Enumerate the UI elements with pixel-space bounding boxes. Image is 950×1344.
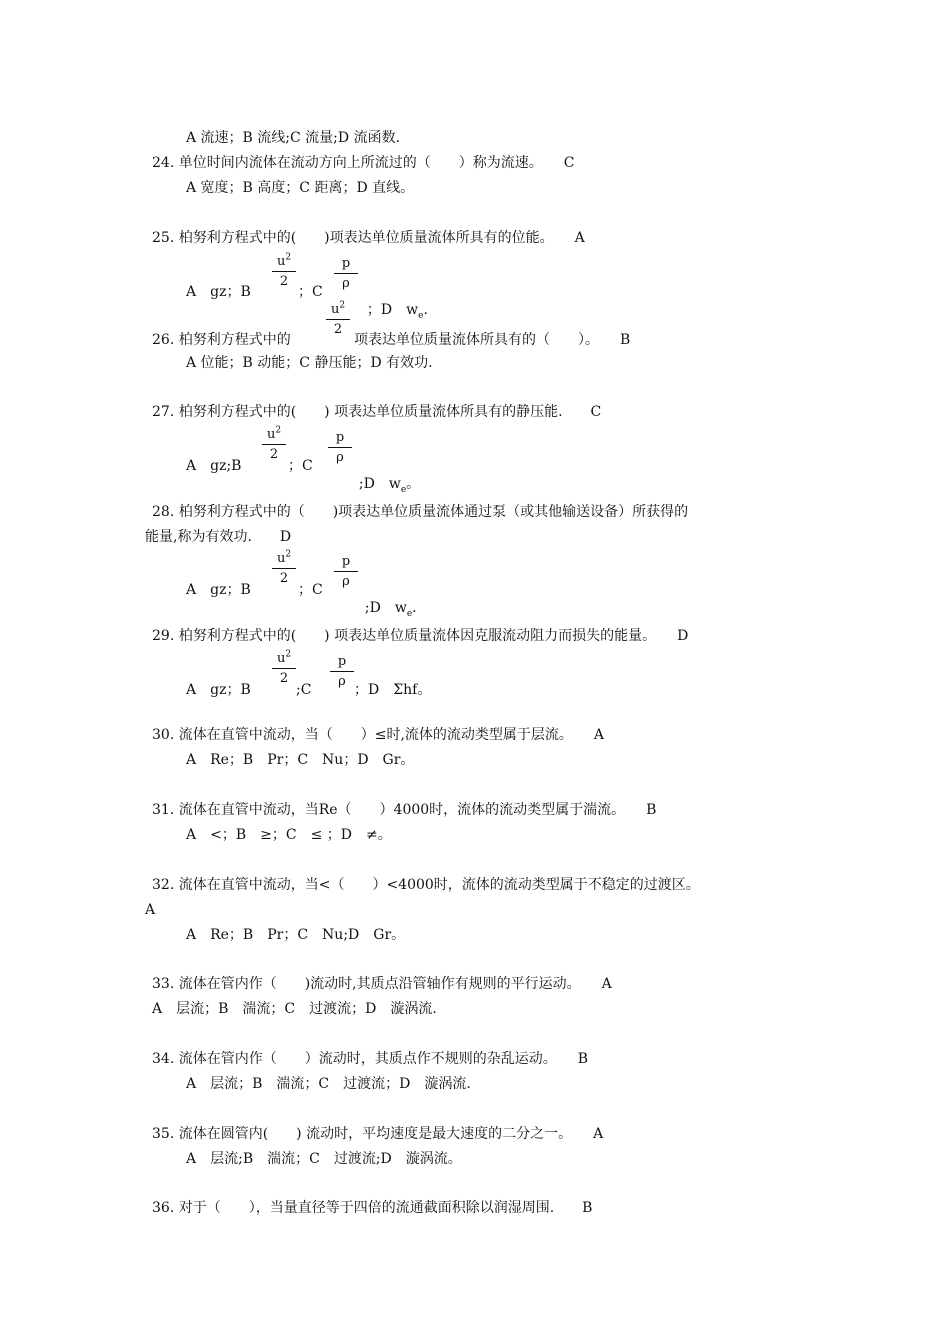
q26-text-end: 项表达单位质量流体所具有的（ ）。 B	[354, 332, 631, 348]
q28-opt-a: A gz；B	[186, 582, 251, 598]
q23-options: A 流速；B 流线;C 流量;D 流函数.	[186, 130, 401, 146]
q26-frac-u2: $u^2$ 2	[326, 303, 350, 337]
q31-text: 31. 流体在直管中流动，当Re（ ）4000时，流体的流动类型属于湍流。 B	[152, 802, 657, 818]
q27-text: 27. 柏努利方程式中的( ) 项表达单位质量流体所具有的静压能. C	[152, 404, 602, 420]
q28-opt-c: ；C	[298, 582, 323, 598]
q27-opt-d: ;D $w_e$。	[358, 476, 421, 495]
q32-answer: A	[145, 902, 156, 918]
q29-frac-u2: $u^2$ 2	[272, 652, 296, 686]
q33-text: 33. 流体在管内作（ )流动时,其质点沿管轴作有规则的平行运动。 A	[152, 976, 612, 992]
q25-frac-u2: $u^2$ 2	[272, 255, 296, 289]
q32-options: A Re；B Pr；C Nu;D Gr。	[186, 927, 406, 943]
q25-opt-c: ；C	[298, 284, 323, 300]
q28-frac-u2: $u^2$ 2	[272, 552, 296, 586]
q29-frac-p-rho: p ρ	[330, 655, 354, 689]
q33-options: A 层流；B 湍流；C 过渡流；D 漩涡流.	[152, 1001, 437, 1017]
q28-opt-d: ;D $w_e$.	[364, 600, 417, 619]
q29-text: 29. 柏努利方程式中的( ) 项表达单位质量流体因克服流动阻力而损失的能量。 D	[152, 628, 689, 644]
q24-text: 24. 单位时间内流体在流动方向上所流过的（ ）称为流速。 C	[152, 155, 575, 171]
q30-options: A Re；B Pr；C Nu；D Gr。	[186, 752, 415, 768]
q29-opt-c: ;C	[296, 682, 312, 698]
q29-opt-a: A gz；B	[186, 682, 251, 698]
q35-options: A 层流;B 湍流；C 过渡流;D 漩涡流。	[186, 1151, 462, 1167]
q27-opt-c: ；C	[288, 458, 313, 474]
q26-text-start: 26. 柏努利方程式中的	[152, 332, 291, 348]
q32-text: 32. 流体在直管中流动，当<（ ）<4000时，流体的流动类型属于不稳定的过渡区。	[152, 877, 700, 893]
q24-options: A 宽度；B 高度；C 距离；D 直线。	[186, 180, 415, 196]
q34-text: 34. 流体在管内作（ ）流动时，其质点作不规则的杂乱运动。 B	[152, 1051, 589, 1067]
q28-text: 28. 柏努利方程式中的（ )项表达单位质量流体通过泵（或其他输送设备）所获得的	[152, 504, 689, 520]
q25-text: 25. 柏努利方程式中的( )项表达单位质量流体所具有的位能。 A	[152, 230, 585, 246]
q25-opt-a: A gz；B	[186, 284, 251, 300]
q26-options: A 位能；B 动能；C 静压能；D 有效功.	[186, 355, 433, 371]
q25-opt-d: ；D $w_e$.	[366, 302, 428, 321]
q30-text: 30. 流体在直管中流动，当（ ）≤时,流体的流动类型属于层流。 A	[152, 727, 605, 743]
q27-opt-a: A gz;B	[186, 458, 242, 474]
q35-text: 35. 流体在圆管内( ) 流动时，平均速度是最大速度的二分之一。 A	[152, 1126, 604, 1142]
q25-frac-p-rho: p ρ	[334, 257, 358, 291]
q28-frac-p-rho: p ρ	[334, 555, 358, 589]
q29-opt-d: ；D Σhf。	[354, 682, 432, 698]
q36-text: 36. 对于（ ），当量直径等于四倍的流通截面积除以润湿周围. B	[152, 1200, 593, 1216]
q34-options: A 层流；B 湍流；C 过渡流；D 漩涡流.	[186, 1076, 471, 1092]
q28-text-cont: 能量,称为有效功. D	[145, 529, 292, 545]
q27-frac-p-rho: p ρ	[328, 431, 352, 465]
q27-frac-u2: $u^2$ 2	[262, 428, 286, 462]
q31-options: A <；B ≥；C ≤ ；D ≠。	[186, 827, 392, 843]
